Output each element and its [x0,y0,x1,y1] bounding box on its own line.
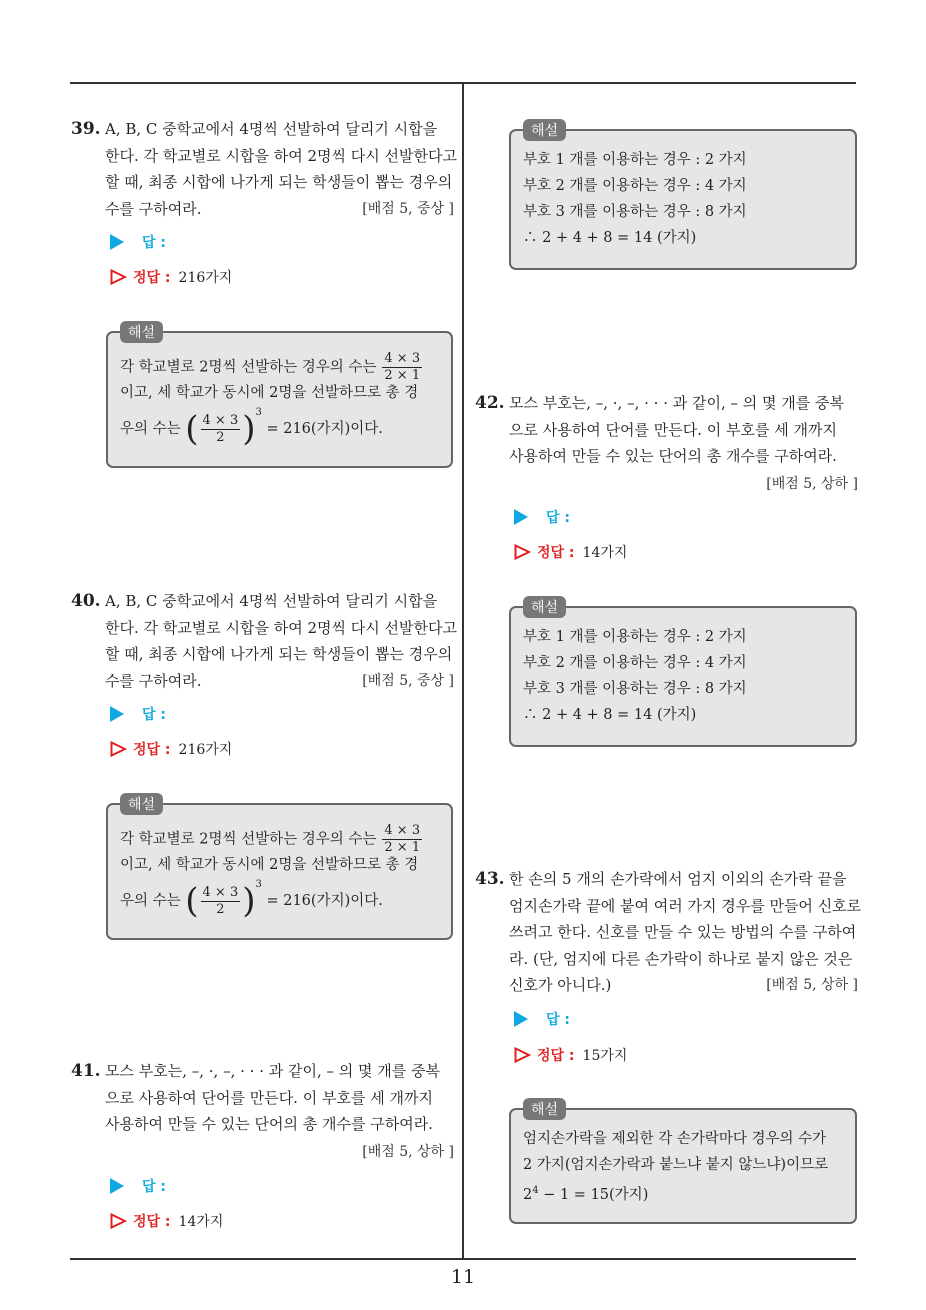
exponent: 4 [532,1185,539,1196]
problem-40 [71,588,457,694]
correct-value: 14가지 [582,545,628,561]
explanation-text: 각 학교별로 2명씩 선발하는 경우의 수는 [120,359,377,376]
problem-43 [475,866,862,999]
problem-text-line: 으로 사용하여 단어를 만든다. 이 부호를 세 개까지 [105,1088,433,1107]
score-label: [배점 5, 중상 ] [362,200,454,217]
problem-42 [475,390,858,497]
problem-text-line: 한다. 각 학교별로 시합을 하여 2명씩 다시 선발한다고 [105,146,457,165]
play-triangle-icon [110,234,124,250]
explanation-tag: 해설 [523,596,566,618]
right-paren: ) [242,881,256,921]
problem-text-line: 모스 부호는, –, ·, –, · · · 과 같이, – 의 몇 개를 중복 [105,1062,441,1080]
explanation-tag: 해설 [523,119,566,141]
explanation-box [509,600,857,747]
problem-text-line: 사용하여 만들 수 있는 단어의 총 개수를 구하여라. [105,1115,433,1133]
right-paren: ) [242,409,256,449]
explanation-text: 부호 1 개를 이용하는 경우 : 2 가지 [523,629,747,645]
answer-label: 답 : [142,1179,166,1195]
problem-last-line [509,972,858,999]
answer-label: 답 : [546,1012,570,1028]
problem-text-line: A, B, C 중학교에서 4명씩 선발하여 달리기 시합을 [105,592,438,610]
problem-text-line: 쓰려고 한다. 신호를 만들 수 있는 방법의 수를 구하여 [509,923,857,941]
play-triangle-icon [514,509,528,525]
problem-last-line [105,196,454,223]
score-label: [배점 5, 중상 ] [362,672,454,689]
problem-text-line: 할 때, 최종 시합에 나가게 되는 학생들이 뽑는 경우의 [105,645,453,663]
problem-number: 39. [71,119,101,139]
play-triangle-icon [514,1011,528,1027]
left-paren: ( [185,881,199,921]
exponent: 3 [255,879,262,890]
problem-text-line: 할 때, 최종 시합에 나가게 되는 학생들이 뽑는 경우의 [105,173,453,191]
problem-text-line: A, B, C 중학교에서 4명씩 선발하여 달리기 시합을 [105,120,438,138]
explanation-box [509,123,857,270]
problem-text-line: 신호가 아니다.) [509,976,612,994]
explanation-text: 우의 수는 [120,893,181,909]
problem-text-line: 엄지손가락 끝에 붙여 여러 가지 경우를 만들어 신호로 [509,896,862,915]
explanation-text: 부호 2 개를 이용하는 경우 : 4 가지 [523,655,747,671]
answer-row [514,507,570,527]
correct-label: 정답 : [537,545,575,561]
fraction: $\frac{4 \times 3}{2}$ [202,412,239,445]
correct-answer-row [110,267,232,287]
bottom-rule [70,1258,856,1260]
answer-row [110,704,166,724]
explanation-text: ∴ 2 + 4 + 8 = 14 (가지) [523,707,697,723]
correct-value: 14가지 [178,1214,224,1230]
explanation-text: 우의 수는 [120,421,181,437]
page-number: 11 [450,1266,476,1288]
correct-label: 정답 : [133,270,171,286]
correct-value: 216가지 [178,742,233,758]
explanation-tag: 해설 [120,793,163,815]
correct-label: 정답 : [537,1048,575,1064]
outline-triangle-icon [110,269,127,285]
problem-text-line: 수를 구하여라. [105,671,202,690]
score-label: [배점 5, 상하 ] [766,977,858,993]
explanation-text: 엄지손가락을 제외한 각 손가락마다 경우의 수가 [523,1131,827,1147]
explanation-text: 각 학교별로 2명씩 선발하는 경우의 수는 [120,831,377,848]
outline-triangle-icon [514,544,531,560]
score-label: [배점 5, 상하 ] [766,475,858,492]
play-triangle-icon [110,706,124,722]
problem-number: 41. [71,1061,101,1081]
correct-answer-row [514,542,627,562]
explanation-text: 부호 1 개를 이용하는 경우 : 2 가지 [523,152,747,168]
outline-triangle-icon [110,1213,127,1229]
problem-39 [71,116,457,222]
fraction: $\frac{4 \times 3}{2}$ [202,884,239,917]
answer-row [110,232,166,252]
problem-text-line: 한다. 각 학교별로 시합을 하여 2명씩 다시 선발한다고 [105,618,457,637]
explanation-text: 부호 2 개를 이용하는 경우 : 4 가지 [523,178,747,194]
explanation-tag: 해설 [523,1098,566,1120]
correct-label: 정답 : [133,1214,171,1230]
explanation-text: 부호 3 개를 이용하는 경우 : 8 가지 [523,204,747,220]
formula-base: 2 [523,1186,533,1203]
outline-triangle-icon [514,1047,531,1063]
problem-number: 40. [71,591,101,611]
play-triangle-icon [110,1178,124,1194]
formula-rest: − 1 = 15(가지) [538,1186,649,1203]
correct-answer-row [110,739,232,759]
score-label: [배점 5, 상하 ] [362,1143,454,1160]
answer-label: 답 : [142,707,166,723]
answer-row [514,1009,570,1029]
problem-41 [71,1058,454,1165]
explanation-text: 이고, 세 학교가 동시에 2명을 선발하므로 총 경 [120,385,419,401]
problem-text-line: 수를 구하여라. [105,199,202,218]
fraction: $\frac{4 \times 3}{2 \times 1}$ [384,351,421,383]
explanation-text: 부호 3 개를 이용하는 경우 : 8 가지 [523,681,747,697]
correct-answer-row [110,1211,223,1231]
problem-number: 43. [475,869,505,889]
problem-number: 42. [475,393,505,413]
answer-label: 답 : [546,510,570,526]
column-divider [462,83,464,1259]
problem-text-line: 한 손의 5 개의 손가락에서 엄지 이외의 손가락 끝을 [509,870,847,888]
explanation-box [106,797,453,940]
exponent: 3 [255,407,262,418]
problem-last-line [105,668,454,695]
explanation-box [509,1102,857,1224]
explanation-text: ∴ 2 + 4 + 8 = 14 (가지) [523,230,697,246]
correct-answer-row [514,1045,627,1065]
outline-triangle-icon [110,741,127,757]
correct-label: 정답 : [133,742,171,758]
fraction: $\frac{4 \times 3}{2 \times 1}$ [384,823,421,855]
left-paren: ( [185,409,199,449]
correct-value: 15가지 [582,1048,628,1064]
problem-text-line: 라. (단, 엄지에 다른 손가락이 하나로 붙지 않은 것은 [509,949,853,968]
answer-label: 답 : [142,235,166,251]
problem-text-line: 모스 부호는, –, ·, –, · · · 과 같이, – 의 몇 개를 중복 [509,394,845,412]
answer-row [110,1176,166,1196]
correct-value: 216가지 [178,270,233,286]
explanation-text: = 216(가지)이다. [266,893,383,909]
explanation-box [106,325,453,468]
explanation-text: 이고, 세 학교가 동시에 2명을 선발하므로 총 경 [120,857,419,873]
explanation-text: 2 가지(엄지손가락과 붙느냐 붙지 않느냐)이므로 [523,1157,829,1173]
explanation-text: = 216(가지)이다. [266,421,383,437]
explanation-tag: 해설 [120,321,163,343]
problem-text-line: 사용하여 만들 수 있는 단어의 총 개수를 구하여라. [509,447,837,465]
problem-text-line: 으로 사용하여 단어를 만든다. 이 부호를 세 개까지 [509,420,837,439]
